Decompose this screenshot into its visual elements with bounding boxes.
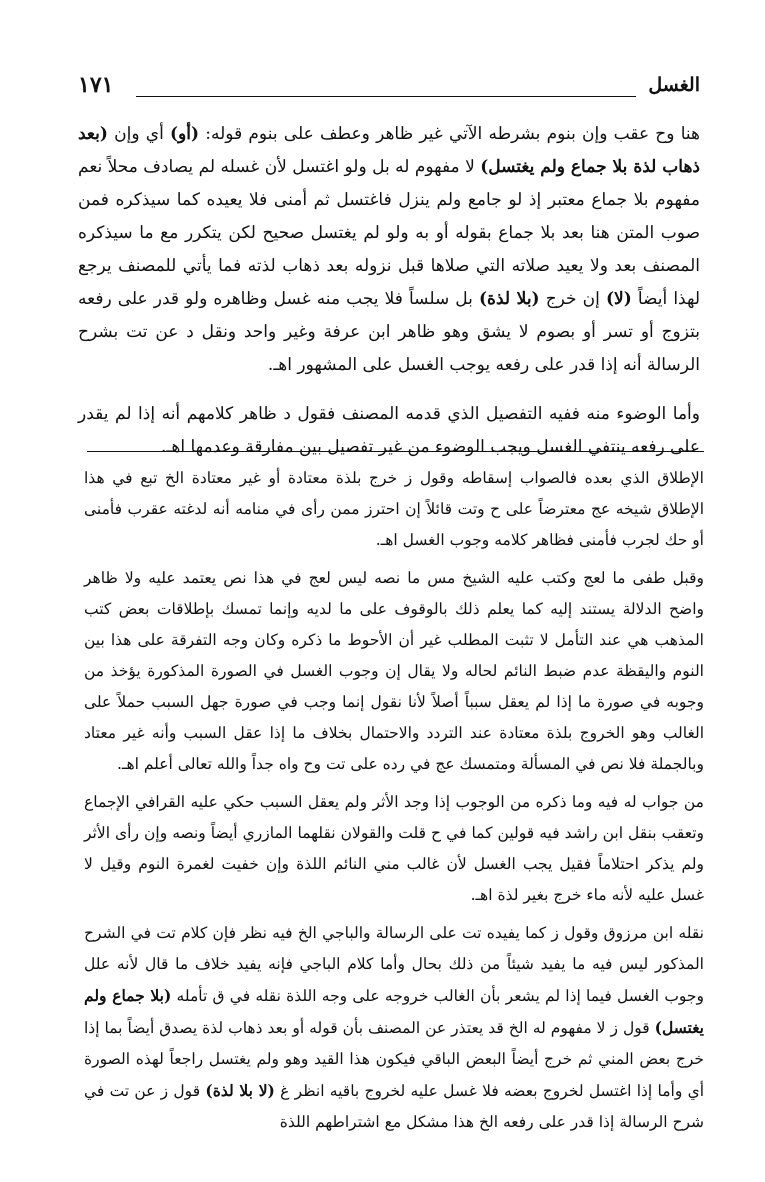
bold-term: (بعد ذهاب لذة بلا جماع ولم يغتسل) [78,124,700,177]
text-segment: أي وإن [107,124,171,144]
footnote-paragraph [84,918,704,1138]
bold-term: (أو) [170,124,200,144]
page-header [78,72,700,106]
header-rule [136,96,636,97]
bold-term: (بلا جماع ولم يغتسل) [84,986,704,1037]
chapter-title: الغسل [648,74,700,96]
footnote-paragraph: الإطلاق الذي بعده فالصواب إسقاطه وقول ز خرج بلذة معتادة أو غير معتادة الخ تبع في هذا الإطلاق شيخه عج معترضاً على ح وتت قائلاً إن احترز ممن رأى في منامه أنه لدغته عقرب فأمنى أو حك لجرب فأمنى فظاهر كلامه وجوب الغسل اهـ. [84,469,704,549]
main-paragraph: وأما الوضوء منه ففيه التفصيل الذي قدمه المصنف فقول د ظاهر كلامهم أنه إذا لم يقدر على رفعه ينتفي الغسل ويجب الوضوء من غير تفصيل بين مفارقة وعدمها اهـ. [78,404,700,457]
footnote-paragraph: من جواب له فيه وما ذكره من الوجوب إذا وجد الأثر ولم يعقل السبب حكي عليه القرافي الإجماع وتعقب بنقل ابن راشد فيه قولين كما في ح قلت والقولان نقلهما المازري أيضاً ونصه وإن رأى الأثر ولم يذكر احتلاماً فقيل يجب الغسل لأن غالب مني النائم اللذة وإن خفيت لغمرة النوم وقيل لا غسل عليه لأنه ماء خرج بغير لذة اهـ. [84,793,704,904]
text-segment: هنا وح عقب وإن بنوم بشرطه الآتي غير ظاهر وعطف على بنوم قوله: [199,124,700,144]
text-segment: قول ز لا مفهوم له الخ قد يعتذر عن المصنف بأن قوله أو بعد ذهاب لذة يصدق أيضاً بما إذا خرج بعض المني ثم خرج أيضاً البعض الباقي فيكون هذا القيد وهو ولم يغتسل راجعاً لهذه الصورة أي وأما إذا اغتسل لخروج بعضه فلا غسل عليه لخروج باقيه انظر غ [84,1019,705,1100]
text-segment: إن خرج [539,289,606,309]
bold-term: (بلا لذة) [479,289,540,309]
page-number: ١٧١ [78,72,114,98]
bold-term: (لا بلا لذة) [205,1081,275,1100]
main-text [78,118,700,464]
text-segment: بل سلساً فلا يجب منه غسل وظاهره ولو قدر على رفعه بتزوج أو تسر أو بصوم لا يشق وهو ظاهر ابن عرفة وغير واحد ونقل د عن تت بشرح الرسالة أنه إذا قدر على رفعه يوجب الغسل على المشهور اهـ. [78,289,700,375]
text-segment: نقله ابن مرزوق وقول ز كما يفيده تت على الرسالة والباجي الخ فيه نظر فإن كلام تت في الشرح المذكور ليس فيه ما يفيد شيئاً من ذلك بحال وأما كلام الباجي فإنه يفيد خلاف ما قال لأنه علل وجوب الغسل فيما إذا لم يشعر بأن الغالب خروجه على وجه اللذة نقله في ق تأمله [84,924,704,1005]
bold-term: (لا) [605,289,632,309]
main-paragraph [78,118,700,382]
footnote-divider [87,451,704,452]
footnotes [84,463,704,1145]
text-segment: قول ز عن تت في شرح الرسالة إذا قدر على رفعه الخ هذا مشكل مع اشتراطهم اللذة [84,1082,704,1131]
footnote-paragraph: وقبل طفى ما لعج وكتب عليه الشيخ مس ما نصه ليس لعج في هذا نص يعتمد عليه ولا ظاهر واضح الدلالة يستند إليه كما يعلم ذلك بالوقوف على ما لديه وإنما تمسك بإطلاقات بعض كتب المذهب هي عند التأمل لا تثبت المطلب غير أن الأحوط ما ذكره وكان وجه التفرقة على هذا بين النوم واليقظة عدم ضبط النائم لحاله ولا يقال إن وجوب الغسل في الصورة المذكورة يؤخذ من وجوبه في صورة ما إذا لم يعقل سبباً أصلاً لأنا نقول إنما وجب في صورة جهل السبب حملاً على الغالب وهو الخروج بلذة معتادة عند التردد والاحتمال بخلاف ما إذا عقل السبب وأنه غير معتاد وبالجملة فلا نص في المسألة ومتمسك عج في رده على تت وح واه جداً والله تعالى أعلم اهـ. [84,569,704,773]
text-segment: لا مفهوم له بل ولو اغتسل لأن غسله لم يصادف محلاً نعم مفهوم بلا جماع معتبر إذ لو جامع ولم ينزل فاغتسل ثم أمنى فلا يعيده كما سيذكره فمن صوب المتن هنا بعد بلا جماع بقوله أو به ولو لم يغتسل صحيح لكن يتكرر مع ما سيذكره المصنف بعد ولا يعيد صلاته التي صلاها قبل نزوله بعد ذهاب لذته فما يأتي للمصنف يرجع لهذا أيضاً [78,157,700,309]
